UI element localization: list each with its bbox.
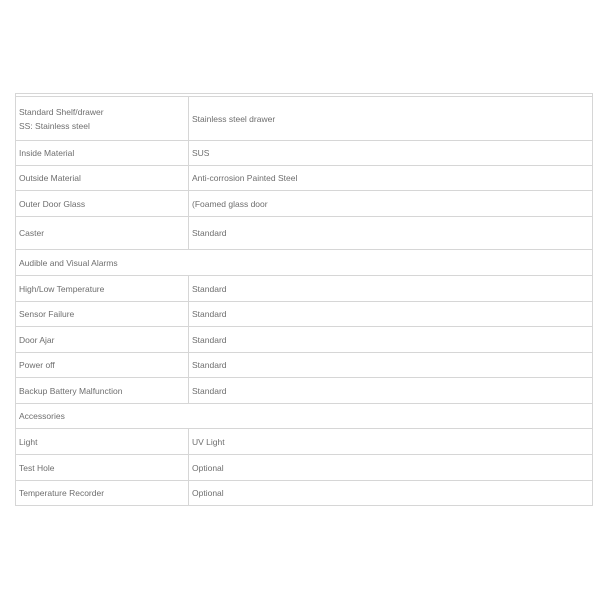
table-row: [16, 302, 593, 327]
row-label: Sensor Failure: [16, 302, 189, 327]
row-value: Standard: [189, 217, 593, 250]
table-row: [16, 166, 593, 191]
row-label: Temperature Recorder: [16, 481, 189, 506]
table-row: [16, 327, 593, 353]
row-value: Standard: [189, 378, 593, 404]
row-value: Stainless steel drawer: [189, 97, 593, 141]
row-value: (Foamed glass door: [189, 191, 593, 217]
table-row: [16, 141, 593, 166]
row-value: Standard: [189, 302, 593, 327]
table-row: [16, 378, 593, 404]
row-value: Standard: [189, 353, 593, 378]
table-row-section: [16, 404, 593, 429]
row-label: Backup Battery Malfunction: [16, 378, 189, 404]
row-label: High/Low Temperature: [16, 276, 189, 302]
table-row: [16, 455, 593, 481]
row-value: Anti-corrosion Painted Steel: [189, 166, 593, 191]
table-row: [16, 217, 593, 250]
row-label: Test Hole: [16, 455, 189, 481]
table-row: [16, 353, 593, 378]
spec-table: [15, 93, 593, 506]
row-label: Door Ajar: [16, 327, 189, 353]
table-row: [16, 429, 593, 455]
table-row: [16, 97, 593, 141]
row-label: Power off: [16, 353, 189, 378]
row-value: Standard: [189, 327, 593, 353]
row-label-line: SS: Stainless steel: [19, 120, 90, 131]
row-value: SUS: [189, 141, 593, 166]
table-row: [16, 481, 593, 506]
section-header: Audible and Visual Alarms: [16, 250, 593, 276]
row-label: Light: [16, 429, 189, 455]
table-row-section: [16, 250, 593, 276]
row-label-line: Standard Shelf/drawer: [19, 106, 104, 117]
row-label: Caster: [16, 217, 189, 250]
table-row: [16, 276, 593, 302]
row-value: Optional: [189, 455, 593, 481]
row-value: UV Light: [189, 429, 593, 455]
row-value: Standard: [189, 276, 593, 302]
row-label: [16, 97, 189, 141]
section-header: Accessories: [16, 404, 593, 429]
row-value: Optional: [189, 481, 593, 506]
row-label: Outside Material: [16, 166, 189, 191]
table-row: [16, 191, 593, 217]
row-label: Inside Material: [16, 141, 189, 166]
row-label: Outer Door Glass: [16, 191, 189, 217]
